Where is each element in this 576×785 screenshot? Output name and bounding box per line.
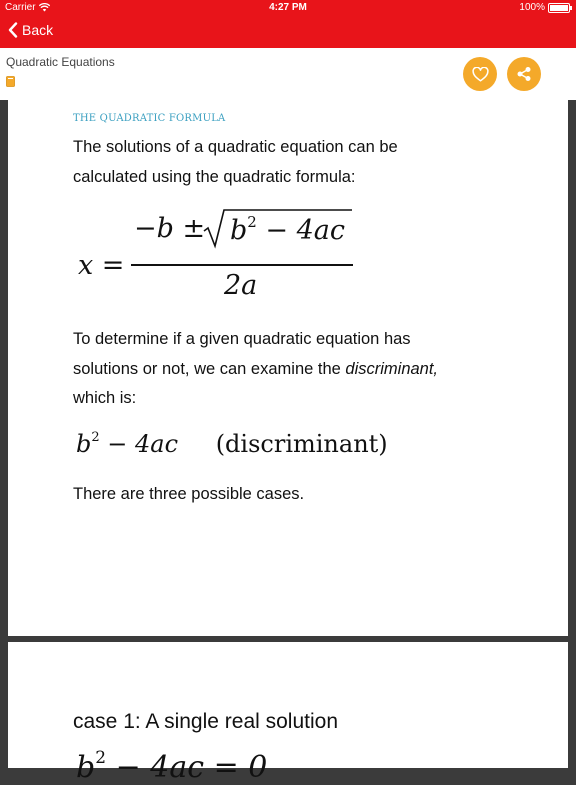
document-page-2	[8, 642, 568, 785]
page-title: Quadratic Equations	[6, 55, 115, 69]
battery-info	[519, 2, 570, 13]
radicand-b: b	[230, 215, 248, 246]
quadratic-formula	[8, 100, 568, 320]
case1-b: b	[76, 750, 96, 785]
case-heading: case 1: A single real solution	[73, 710, 339, 733]
discriminant-term: discriminant,	[345, 359, 439, 378]
battery-percent: 100%	[519, 2, 545, 13]
text-line: To determine if a given quadratic equation has	[73, 330, 411, 348]
discriminant-exponent: 2	[91, 430, 100, 445]
share-icon	[516, 66, 532, 82]
carrier-label: Carrier	[5, 2, 36, 13]
favorite-button[interactable]	[463, 57, 497, 91]
cases-paragraph: There are three possible cases.	[73, 485, 305, 503]
section-heading: THE QUADRATIC FORMULA	[73, 113, 226, 124]
text-line: calculated using the quadratic formula:	[73, 167, 356, 186]
discriminant-formula	[76, 430, 388, 458]
radicand-rest: − 4ac	[256, 215, 346, 246]
radicand-exponent: 2	[247, 213, 257, 231]
clock: 4:27 PM	[269, 2, 307, 13]
chevron-left-icon	[8, 22, 18, 38]
discriminant-rest: − 4ac	[99, 430, 179, 458]
share-button[interactable]	[507, 57, 541, 91]
formula-denominator: 2a	[224, 270, 258, 301]
heart-icon	[472, 67, 489, 82]
back-label: Back	[22, 22, 54, 38]
battery-icon	[548, 3, 570, 13]
discriminant-paragraph	[73, 325, 438, 414]
text-line: The solutions of a quadratic equation can be	[73, 138, 398, 156]
text-span: solutions or not, we can examine the	[73, 359, 346, 378]
navigation-bar	[0, 16, 576, 48]
case1-rest: − 4ac = 0	[106, 750, 268, 785]
back-button[interactable]	[8, 22, 53, 38]
book-icon	[6, 74, 15, 92]
case1-exponent: 2	[95, 748, 107, 768]
case1-formula	[76, 748, 267, 785]
formula-lhs: x =	[78, 250, 125, 281]
formula-radicand	[230, 213, 345, 246]
document-page-1	[8, 100, 568, 636]
fraction-bar	[131, 264, 353, 266]
text-line: which is:	[73, 389, 137, 407]
status-bar	[0, 0, 576, 16]
content-header	[0, 48, 576, 100]
discriminant-b: b	[76, 430, 92, 458]
text-line	[73, 355, 438, 385]
discriminant-label: (discriminant)	[215, 430, 388, 458]
formula-numerator-start: −b ±	[134, 213, 206, 244]
